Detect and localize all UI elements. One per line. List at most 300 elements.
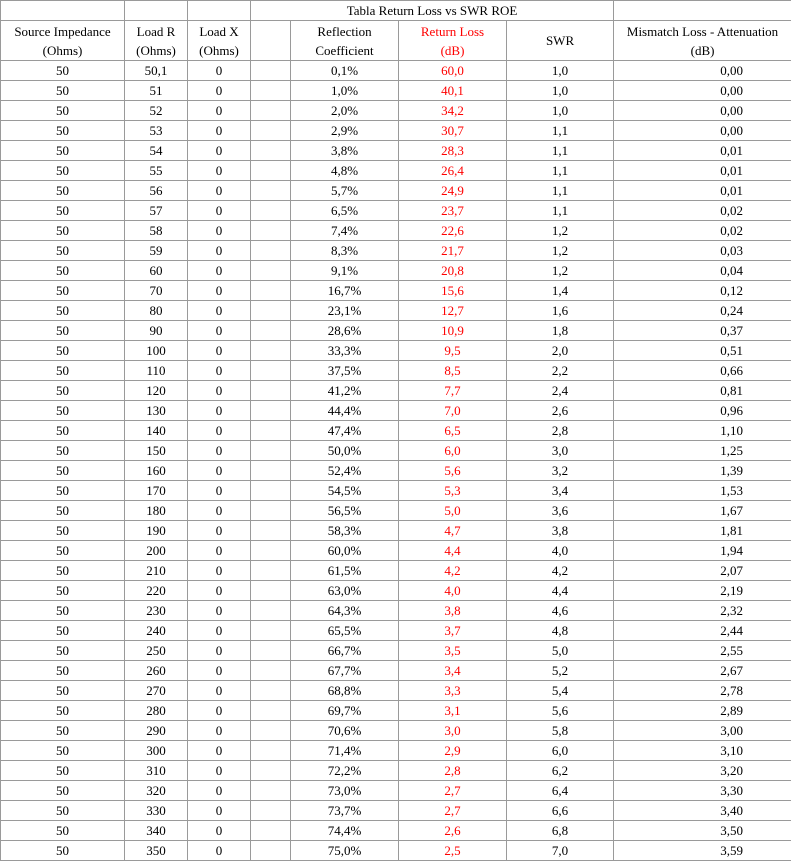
cell-load-x: 0 <box>188 541 251 561</box>
cell-source-impedance: 50 <box>1 501 125 521</box>
cell-swr: 6,4 <box>507 781 614 801</box>
cell-return-loss: 4,0 <box>399 581 507 601</box>
cell-source-impedance: 50 <box>1 381 125 401</box>
cell-load-x: 0 <box>188 321 251 341</box>
cell-source-impedance: 50 <box>1 201 125 221</box>
cell-return-loss: 12,7 <box>399 301 507 321</box>
cell-load-r: 53 <box>125 121 188 141</box>
cell-return-loss: 3,7 <box>399 621 507 641</box>
cell-mismatch-loss: 1,39 <box>614 461 791 481</box>
table-row <box>1 381 791 401</box>
table-row <box>1 221 791 241</box>
cell-mismatch-loss: 0,02 <box>614 201 791 221</box>
cell-return-loss: 21,7 <box>399 241 507 261</box>
cell-reflection: 23,1% <box>291 301 399 321</box>
cell-load-x: 0 <box>188 721 251 741</box>
cell-load-r: 300 <box>125 741 188 761</box>
cell-load-r: 320 <box>125 781 188 801</box>
cell-mismatch-loss: 0,96 <box>614 401 791 421</box>
cell-reflection: 5,7% <box>291 181 399 201</box>
cell-mismatch-loss: 2,67 <box>614 661 791 681</box>
cell-reflection: 16,7% <box>291 281 399 301</box>
cell-load-x: 0 <box>188 481 251 501</box>
header-line: Load R <box>136 23 176 39</box>
cell-return-loss: 7,7 <box>399 381 507 401</box>
cell-mismatch-loss: 1,94 <box>614 541 791 561</box>
blank-cell <box>251 521 291 541</box>
cell-load-r: 160 <box>125 461 188 481</box>
header-line: Coefficient <box>315 42 374 58</box>
cell-mismatch-loss: 1,10 <box>614 421 791 441</box>
cell-load-r: 100 <box>125 341 188 361</box>
table-row <box>1 661 791 681</box>
blank-cell <box>251 461 291 481</box>
cell-reflection: 70,6% <box>291 721 399 741</box>
cell-source-impedance: 50 <box>1 221 125 241</box>
table-row <box>1 681 791 701</box>
cell-source-impedance: 50 <box>1 461 125 481</box>
table-row <box>1 161 791 181</box>
cell-mismatch-loss: 2,19 <box>614 581 791 601</box>
cell-reflection: 73,7% <box>291 801 399 821</box>
blank-cell <box>251 581 291 601</box>
header-swr <box>507 21 614 61</box>
table-row <box>1 301 791 321</box>
blank-cell <box>251 541 291 561</box>
cell-load-x: 0 <box>188 601 251 621</box>
cell-load-r: 190 <box>125 521 188 541</box>
blank-cell <box>251 781 291 801</box>
cell-swr: 1,0 <box>507 81 614 101</box>
cell-mismatch-loss: 2,32 <box>614 601 791 621</box>
table-row <box>1 761 791 781</box>
cell-return-loss: 22,6 <box>399 221 507 241</box>
cell-swr: 6,2 <box>507 761 614 781</box>
table-row <box>1 241 791 261</box>
cell-source-impedance: 50 <box>1 101 125 121</box>
header-line: (Ohms) <box>199 42 239 58</box>
header-line: Return Loss <box>420 23 485 39</box>
blank-cell <box>251 741 291 761</box>
cell-load-r: 56 <box>125 181 188 201</box>
cell-load-x: 0 <box>188 741 251 761</box>
cell-reflection: 50,0% <box>291 441 399 461</box>
blank-cell <box>1 1 125 21</box>
table-row <box>1 401 791 421</box>
cell-load-x: 0 <box>188 341 251 361</box>
cell-return-loss: 2,6 <box>399 821 507 841</box>
cell-reflection: 71,4% <box>291 741 399 761</box>
cell-mismatch-loss: 0,12 <box>614 281 791 301</box>
cell-mismatch-loss: 2,89 <box>614 701 791 721</box>
table-row <box>1 481 791 501</box>
cell-load-x: 0 <box>188 201 251 221</box>
cell-source-impedance: 50 <box>1 541 125 561</box>
cell-load-r: 260 <box>125 661 188 681</box>
cell-load-r: 200 <box>125 541 188 561</box>
blank-cell <box>614 1 791 21</box>
cell-source-impedance: 50 <box>1 281 125 301</box>
table-row <box>1 321 791 341</box>
cell-reflection: 69,7% <box>291 701 399 721</box>
cell-load-x: 0 <box>188 681 251 701</box>
header-reflection <box>291 21 399 61</box>
cell-swr: 5,6 <box>507 701 614 721</box>
cell-swr: 5,0 <box>507 641 614 661</box>
cell-swr: 1,8 <box>507 321 614 341</box>
blank-cell <box>251 681 291 701</box>
cell-load-r: 130 <box>125 401 188 421</box>
blank-cell <box>251 81 291 101</box>
cell-mismatch-loss: 1,25 <box>614 441 791 461</box>
cell-source-impedance: 50 <box>1 741 125 761</box>
cell-source-impedance: 50 <box>1 621 125 641</box>
table-row <box>1 841 791 861</box>
cell-reflection: 58,3% <box>291 521 399 541</box>
cell-load-x: 0 <box>188 121 251 141</box>
cell-load-x: 0 <box>188 141 251 161</box>
cell-load-x: 0 <box>188 461 251 481</box>
cell-load-r: 120 <box>125 381 188 401</box>
cell-load-r: 310 <box>125 761 188 781</box>
cell-load-x: 0 <box>188 401 251 421</box>
cell-reflection: 61,5% <box>291 561 399 581</box>
blank-cell <box>251 761 291 781</box>
cell-mismatch-loss: 0,00 <box>614 61 791 81</box>
cell-reflection: 37,5% <box>291 361 399 381</box>
cell-load-r: 70 <box>125 281 188 301</box>
table-row <box>1 421 791 441</box>
header-load-r <box>125 21 188 61</box>
cell-source-impedance: 50 <box>1 481 125 501</box>
cell-mismatch-loss: 0,01 <box>614 161 791 181</box>
cell-load-r: 140 <box>125 421 188 441</box>
cell-swr: 4,6 <box>507 601 614 621</box>
cell-reflection: 74,4% <box>291 821 399 841</box>
table-title: Tabla Return Loss vs SWR ROE <box>251 1 614 21</box>
table-row <box>1 441 791 461</box>
cell-reflection: 56,5% <box>291 501 399 521</box>
cell-return-loss: 28,3 <box>399 141 507 161</box>
cell-swr: 3,4 <box>507 481 614 501</box>
cell-load-x: 0 <box>188 661 251 681</box>
cell-load-x: 0 <box>188 821 251 841</box>
header-line: Reflection <box>317 23 372 39</box>
blank-cell <box>251 201 291 221</box>
cell-swr: 1,1 <box>507 181 614 201</box>
cell-load-r: 240 <box>125 621 188 641</box>
cell-reflection: 2,0% <box>291 101 399 121</box>
cell-source-impedance: 50 <box>1 521 125 541</box>
blank-cell <box>188 1 251 21</box>
cell-source-impedance: 50 <box>1 681 125 701</box>
header-line: (dB) <box>690 42 715 58</box>
cell-return-loss: 8,5 <box>399 361 507 381</box>
cell-mismatch-loss: 0,37 <box>614 321 791 341</box>
blank-cell <box>251 481 291 501</box>
cell-source-impedance: 50 <box>1 821 125 841</box>
cell-swr: 1,2 <box>507 261 614 281</box>
cell-return-loss: 3,3 <box>399 681 507 701</box>
cell-source-impedance: 50 <box>1 241 125 261</box>
cell-mismatch-loss: 2,07 <box>614 561 791 581</box>
cell-return-loss: 5,6 <box>399 461 507 481</box>
cell-mismatch-loss: 3,20 <box>614 761 791 781</box>
cell-load-r: 250 <box>125 641 188 661</box>
table-row <box>1 101 791 121</box>
cell-mismatch-loss: 0,51 <box>614 341 791 361</box>
header-line: (dB) <box>440 42 465 58</box>
cell-mismatch-loss: 3,30 <box>614 781 791 801</box>
cell-load-x: 0 <box>188 181 251 201</box>
blank-cell <box>251 501 291 521</box>
blank-cell <box>251 301 291 321</box>
cell-swr: 5,2 <box>507 661 614 681</box>
blank-cell <box>251 821 291 841</box>
table-row <box>1 601 791 621</box>
blank-cell <box>251 841 291 861</box>
cell-reflection: 54,5% <box>291 481 399 501</box>
cell-swr: 2,4 <box>507 381 614 401</box>
blank-cell <box>251 561 291 581</box>
cell-source-impedance: 50 <box>1 141 125 161</box>
cell-source-impedance: 50 <box>1 561 125 581</box>
blank-cell <box>251 161 291 181</box>
cell-load-r: 51 <box>125 81 188 101</box>
table-row <box>1 361 791 381</box>
blank-cell <box>251 641 291 661</box>
table-row <box>1 541 791 561</box>
cell-mismatch-loss: 0,00 <box>614 101 791 121</box>
cell-load-r: 55 <box>125 161 188 181</box>
cell-load-r: 340 <box>125 821 188 841</box>
cell-reflection: 2,9% <box>291 121 399 141</box>
cell-mismatch-loss: 0,00 <box>614 121 791 141</box>
blank-cell <box>251 241 291 261</box>
table-row <box>1 621 791 641</box>
cell-return-loss: 60,0 <box>399 61 507 81</box>
table-row <box>1 261 791 281</box>
cell-source-impedance: 50 <box>1 301 125 321</box>
cell-return-loss: 3,1 <box>399 701 507 721</box>
cell-reflection: 3,8% <box>291 141 399 161</box>
table-row <box>1 201 791 221</box>
cell-reflection: 63,0% <box>291 581 399 601</box>
cell-swr: 1,2 <box>507 221 614 241</box>
cell-swr: 3,8 <box>507 521 614 541</box>
blank-cell <box>251 281 291 301</box>
cell-source-impedance: 50 <box>1 721 125 741</box>
cell-source-impedance: 50 <box>1 181 125 201</box>
cell-return-loss: 5,3 <box>399 481 507 501</box>
cell-load-x: 0 <box>188 621 251 641</box>
cell-return-loss: 6,5 <box>399 421 507 441</box>
cell-source-impedance: 50 <box>1 841 125 861</box>
cell-mismatch-loss: 1,53 <box>614 481 791 501</box>
cell-source-impedance: 50 <box>1 81 125 101</box>
table-row <box>1 721 791 741</box>
blank-cell <box>251 381 291 401</box>
blank-cell <box>251 721 291 741</box>
cell-load-r: 57 <box>125 201 188 221</box>
cell-load-x: 0 <box>188 761 251 781</box>
cell-load-r: 110 <box>125 361 188 381</box>
cell-source-impedance: 50 <box>1 401 125 421</box>
cell-reflection: 52,4% <box>291 461 399 481</box>
cell-return-loss: 5,0 <box>399 501 507 521</box>
cell-load-r: 180 <box>125 501 188 521</box>
cell-load-x: 0 <box>188 61 251 81</box>
blank-cell <box>251 221 291 241</box>
cell-mismatch-loss: 0,66 <box>614 361 791 381</box>
cell-load-x: 0 <box>188 241 251 261</box>
cell-source-impedance: 50 <box>1 601 125 621</box>
cell-return-loss: 2,7 <box>399 781 507 801</box>
cell-return-loss: 30,7 <box>399 121 507 141</box>
cell-load-x: 0 <box>188 841 251 861</box>
cell-load-x: 0 <box>188 161 251 181</box>
cell-source-impedance: 50 <box>1 261 125 281</box>
cell-load-r: 60 <box>125 261 188 281</box>
cell-load-x: 0 <box>188 641 251 661</box>
table-row <box>1 781 791 801</box>
cell-reflection: 64,3% <box>291 601 399 621</box>
cell-swr: 4,0 <box>507 541 614 561</box>
cell-reflection: 72,2% <box>291 761 399 781</box>
blank-cell <box>251 661 291 681</box>
cell-swr: 1,1 <box>507 141 614 161</box>
cell-load-x: 0 <box>188 281 251 301</box>
header-load-x <box>188 21 251 61</box>
cell-return-loss: 3,4 <box>399 661 507 681</box>
cell-mismatch-loss: 0,81 <box>614 381 791 401</box>
cell-load-x: 0 <box>188 361 251 381</box>
cell-swr: 3,6 <box>507 501 614 521</box>
cell-return-loss: 2,8 <box>399 761 507 781</box>
cell-mismatch-loss: 3,40 <box>614 801 791 821</box>
cell-return-loss: 20,8 <box>399 261 507 281</box>
cell-source-impedance: 50 <box>1 61 125 81</box>
cell-swr: 1,1 <box>507 201 614 221</box>
cell-return-loss: 10,9 <box>399 321 507 341</box>
header-return-loss <box>399 21 507 61</box>
blank-cell <box>251 21 291 61</box>
cell-return-loss: 4,7 <box>399 521 507 541</box>
header-source-impedance <box>1 21 125 61</box>
cell-load-x: 0 <box>188 801 251 821</box>
cell-mismatch-loss: 1,67 <box>614 501 791 521</box>
table-row <box>1 61 791 81</box>
table-row <box>1 281 791 301</box>
cell-load-x: 0 <box>188 561 251 581</box>
cell-swr: 4,2 <box>507 561 614 581</box>
cell-load-x: 0 <box>188 501 251 521</box>
cell-source-impedance: 50 <box>1 641 125 661</box>
cell-load-x: 0 <box>188 581 251 601</box>
cell-load-r: 170 <box>125 481 188 501</box>
cell-reflection: 73,0% <box>291 781 399 801</box>
cell-reflection: 67,7% <box>291 661 399 681</box>
header-line: SWR <box>545 33 575 48</box>
cell-return-loss: 6,0 <box>399 441 507 461</box>
cell-swr: 6,6 <box>507 801 614 821</box>
cell-swr: 6,0 <box>507 741 614 761</box>
blank-cell <box>251 401 291 421</box>
table-row <box>1 141 791 161</box>
blank-cell <box>251 61 291 81</box>
cell-return-loss: 9,5 <box>399 341 507 361</box>
cell-reflection: 44,4% <box>291 401 399 421</box>
header-row <box>1 21 791 61</box>
cell-swr: 1,0 <box>507 61 614 81</box>
cell-return-loss: 40,1 <box>399 81 507 101</box>
cell-mismatch-loss: 2,78 <box>614 681 791 701</box>
table-row <box>1 121 791 141</box>
table-row <box>1 701 791 721</box>
cell-swr: 2,0 <box>507 341 614 361</box>
cell-source-impedance: 50 <box>1 421 125 441</box>
header-line: Load X <box>199 23 239 39</box>
cell-load-r: 50,1 <box>125 61 188 81</box>
cell-swr: 6,8 <box>507 821 614 841</box>
table-row <box>1 581 791 601</box>
blank-cell <box>251 121 291 141</box>
header-line: (Ohms) <box>136 42 176 58</box>
cell-return-loss: 4,2 <box>399 561 507 581</box>
table-row <box>1 461 791 481</box>
blank-cell <box>251 361 291 381</box>
cell-source-impedance: 50 <box>1 781 125 801</box>
blank-cell <box>251 421 291 441</box>
cell-reflection: 28,6% <box>291 321 399 341</box>
cell-return-loss: 4,4 <box>399 541 507 561</box>
cell-load-x: 0 <box>188 81 251 101</box>
blank-cell <box>251 701 291 721</box>
title-row <box>1 1 791 21</box>
blank-cell <box>125 1 188 21</box>
cell-load-r: 220 <box>125 581 188 601</box>
cell-mismatch-loss: 2,44 <box>614 621 791 641</box>
cell-load-x: 0 <box>188 101 251 121</box>
cell-load-r: 290 <box>125 721 188 741</box>
cell-swr: 1,1 <box>507 161 614 181</box>
blank-cell <box>251 441 291 461</box>
cell-source-impedance: 50 <box>1 701 125 721</box>
cell-return-loss: 3,0 <box>399 721 507 741</box>
table-row <box>1 81 791 101</box>
blank-cell <box>251 321 291 341</box>
blank-cell <box>251 341 291 361</box>
cell-reflection: 33,3% <box>291 341 399 361</box>
cell-return-loss: 26,4 <box>399 161 507 181</box>
cell-source-impedance: 50 <box>1 341 125 361</box>
table-row <box>1 501 791 521</box>
cell-swr: 4,8 <box>507 621 614 641</box>
cell-return-loss: 23,7 <box>399 201 507 221</box>
cell-mismatch-loss: 0,03 <box>614 241 791 261</box>
cell-return-loss: 24,9 <box>399 181 507 201</box>
cell-source-impedance: 50 <box>1 661 125 681</box>
cell-reflection: 9,1% <box>291 261 399 281</box>
cell-load-x: 0 <box>188 301 251 321</box>
table-row <box>1 641 791 661</box>
cell-mismatch-loss: 3,00 <box>614 721 791 741</box>
cell-reflection: 60,0% <box>291 541 399 561</box>
cell-mismatch-loss: 3,50 <box>614 821 791 841</box>
cell-source-impedance: 50 <box>1 761 125 781</box>
blank-cell <box>251 621 291 641</box>
cell-load-r: 350 <box>125 841 188 861</box>
